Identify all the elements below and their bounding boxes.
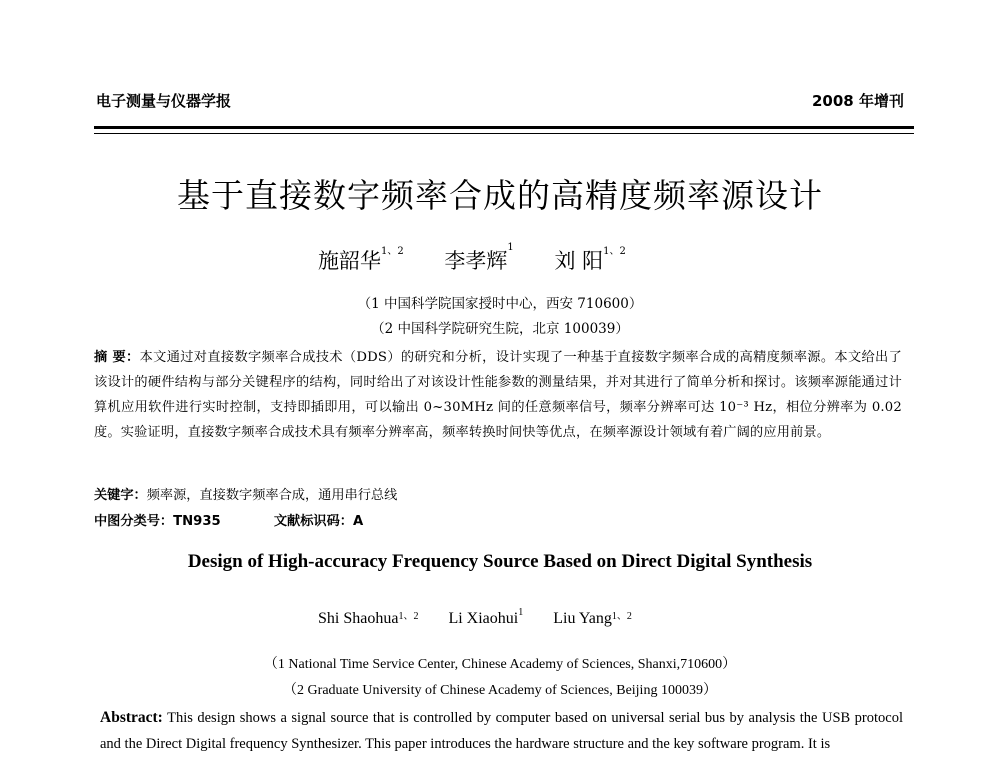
author-en-2-aff: 1 bbox=[518, 607, 524, 618]
author-cn-3: 刘 阳 bbox=[554, 249, 604, 273]
affiliation-cn-2: （2 中国科学院研究生院，北京 100039） bbox=[371, 321, 629, 337]
author-en-3-aff: 1、2 bbox=[611, 611, 632, 622]
abstract-en bbox=[100, 705, 903, 757]
abstract-en-text: This design shows a signal source that is controlled by computer based on universal serial bus by analysis the USB protocol and the Direct Digital frequency Synthesizer. This paper introduces the hardware structure and the key software program. It is bbox=[100, 710, 903, 752]
affiliation-cn-1: （1 中国科学院国家授时中心，西安 710600） bbox=[357, 296, 643, 312]
abstract-cn bbox=[94, 345, 902, 445]
author-en-2: Li Xiaohui bbox=[448, 610, 519, 627]
clc-value: TN935 bbox=[173, 514, 221, 529]
clc-label: 中图分类号： bbox=[94, 514, 174, 529]
keywords-cn-label: 关键字： bbox=[94, 488, 147, 503]
keywords-cn bbox=[94, 484, 397, 503]
abstract-cn-label: 摘 要： bbox=[94, 350, 140, 365]
classification bbox=[94, 510, 363, 529]
paper-title-en: Design of High-accuracy Frequency Source Based on Direct Digital Synthesis bbox=[187, 551, 813, 572]
author-en-1-aff: 1、2 bbox=[398, 611, 419, 622]
journal-name: 电子测量与仪器学报 bbox=[96, 92, 232, 110]
affiliation-en-2: （2 Graduate University of Chinese Academy of Sciences, Beijing 100039） bbox=[283, 683, 717, 698]
author-cn-2: 李孝辉 bbox=[444, 249, 508, 273]
paper-title-cn: 基于直接数字频率合成的高精度频率源设计 bbox=[177, 176, 823, 215]
author-en-1: Shi Shaohua bbox=[318, 610, 399, 627]
author-en-3: Liu Yang bbox=[553, 610, 612, 627]
header-rule-thin bbox=[94, 133, 914, 134]
header-rule-thick bbox=[94, 126, 914, 129]
authors-cn bbox=[318, 242, 626, 275]
authors-en bbox=[318, 607, 632, 628]
affiliation-en-1: （1 National Time Service Center, Chinese Academy of Sciences, Shanxi,710600） bbox=[263, 657, 737, 672]
author-cn-1: 施韶华 bbox=[318, 249, 381, 273]
doc-code-value: A bbox=[353, 514, 364, 529]
issue-label: 2008 年增刊 bbox=[812, 92, 904, 110]
author-cn-1-aff: 1、2 bbox=[381, 246, 404, 257]
abstract-en-label: Abstract: bbox=[100, 709, 163, 726]
doc-code-label: 文献标识码： bbox=[273, 514, 353, 529]
keywords-cn-text: 频率源，直接数字频率合成，通用串行总线 bbox=[146, 488, 398, 503]
abstract-cn-text: 本文通过对直接数字频率合成技术（DDS）的研究和分析，设计实现了一种基于直接数字频率合成的高精度频率源。本文给出了该设计的硬件结构与部分关键程序的结构，同时给出了对该设计性能参数的测量结果，并对其进行了简单分析和探讨。该频率源能通过计算机应用软件进行实时控制，支持即插即用，可以输出 0~30MHz 间的任意频率信号，频率分辨率可达 10⁻³ Hz，相位分辨率为 0.02 度。实验证明，直接数字频率合成技术具有频率分辨率高，频率转换时间快等优点，在频率源设计领域有着广阔的应用前景。 bbox=[94, 350, 902, 440]
author-cn-3-aff: 1、2 bbox=[603, 246, 626, 257]
author-cn-2-aff: 1 bbox=[507, 242, 514, 253]
